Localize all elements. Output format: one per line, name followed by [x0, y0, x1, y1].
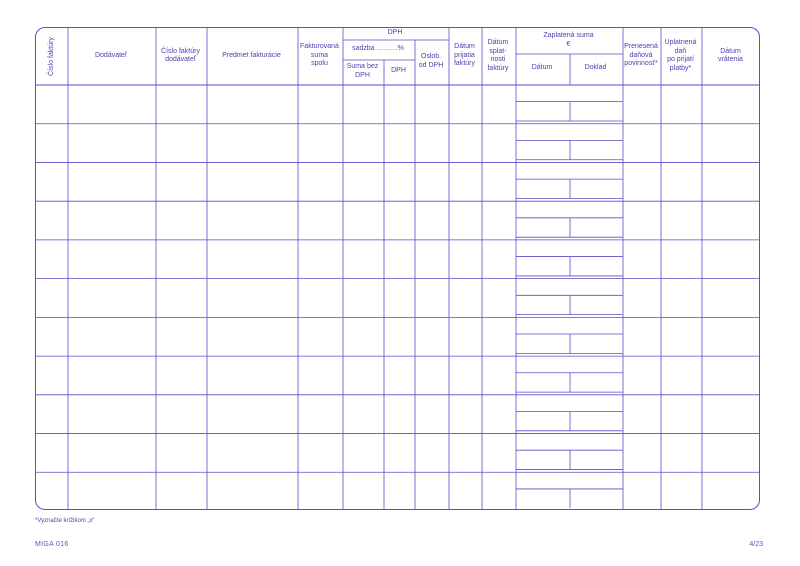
header-dph-group: DPH	[387, 29, 403, 37]
header-datum-vratenia: Dátum vrátenia	[718, 47, 743, 63]
form-code: MIGA 016	[35, 541, 69, 548]
header-fakturovana-suma: Fakturovaná suma spolu	[300, 43, 339, 68]
header-uplatnena-dan: Uplatnená daň po prijatí platby*	[664, 39, 697, 72]
header-datum-splatnosti: Dátum splat- nosti faktúry	[487, 39, 509, 72]
form-table-frame	[35, 27, 760, 510]
header-suma-bez-dph: Suma bez DPH	[346, 63, 379, 79]
footnote: *Vyznačte krížikom „x“	[35, 518, 95, 524]
table-grid	[36, 28, 760, 510]
header-cislo-faktury-dodavatel: Číslo faktúry dodávateľ	[161, 47, 200, 63]
header-zaplatena-suma: Zaplatená suma €	[543, 32, 594, 48]
header-dph-column: DPH	[391, 67, 406, 75]
header-oslobodene: Oslob. od DPH	[418, 53, 444, 69]
header-predmet-fakturacie: Predmet fakturácie	[222, 51, 281, 59]
page-number: 4/23	[749, 541, 763, 548]
header-dodavatel: Dodávateľ	[94, 51, 127, 59]
header-doklad: Doklad	[584, 64, 607, 72]
header-datum: Dátum	[531, 64, 553, 72]
header-prenesena-danova-povinnost: Prenesená daňová povinnosť*	[624, 43, 658, 68]
header-cislo-faktury: Číslo faktúry	[48, 36, 55, 76]
header-sadzba: sadzba ………%	[352, 44, 404, 52]
header-datum-prijatia: Dátum prijatia faktúry	[453, 43, 475, 68]
